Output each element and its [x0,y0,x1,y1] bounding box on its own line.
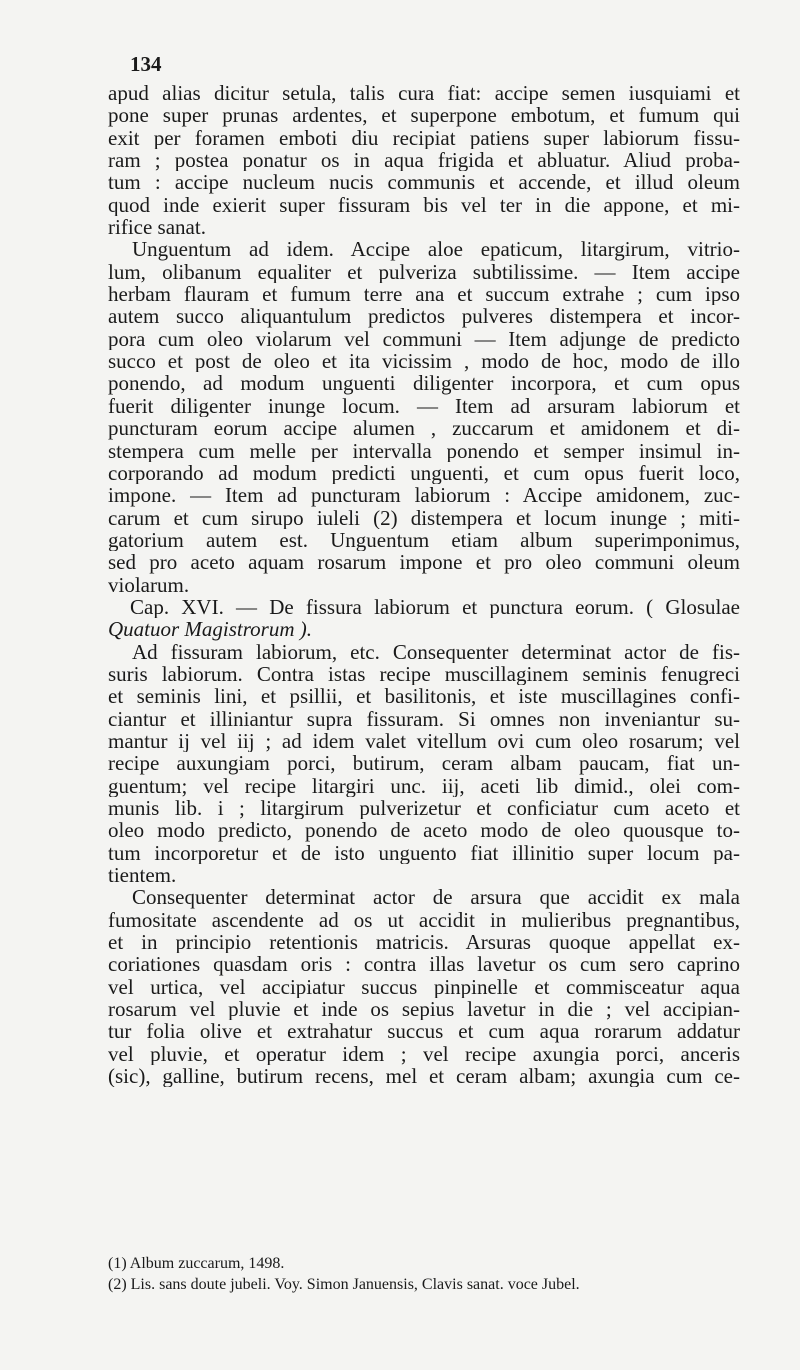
footnote: (2) Lis. sans doute jubeli. Voy. Simon Januensis, Clavis sanat. voce Jubel. [108,1276,580,1293]
text-line: munis lib. i ; litargirum pulverizetur et conficiatur cum aceto et [108,797,740,820]
text-line: et in principio retentionis matricis. Arsuras quoque appellat ex- [108,931,740,954]
text-line: autem succo aliquantulum predictos pulveres distempera et incor- [108,305,740,328]
text-line: (sic), galline, butirum recens, mel et ceram albam; axungia cum ce- [108,1065,740,1088]
text-line: tur folia olive et extrahatur succus et cum aqua rorarum addatur [108,1020,740,1043]
text-line: tum : accipe nucleum nucis communis et accende, et illud oleum [108,171,740,194]
text-line: carum et cum sirupo iuleli (2) distempera et locum inunge ; miti- [108,506,740,529]
page-number: 134 [130,52,162,76]
text-line: pora cum oleo violarum vel communi — Item adjunge de predicto [108,327,740,351]
text-line: recipe auxungiam porci, butirum, ceram albam paucam, fiat un- [108,752,740,775]
text-line: stempera cum melle per intervalla ponendo et semper insimul in- [108,439,740,462]
text-line: herbam flauram et fumum terre ana et succum extrahe ; cum ipso [108,283,740,306]
footnote: (1) Album zuccarum, 1498. [108,1255,285,1272]
page-body [108,52,740,1087]
text-line: mantur ij vel iij ; ad idem valet vitellum ovi cum oleo rosarum; vel [108,729,740,753]
text-line: oleo modo predicto, ponendo de aceto modo de oleo quousque to- [108,819,740,842]
text-line: Ad fissuram labiorum, etc. Consequenter determinat actor de fis- [132,640,740,663]
text-line: pone super prunas ardentes, et superpone embotum, et fumum qui [108,104,740,127]
text-line: ram ; postea ponatur os in aqua frigida et abluatur. Aliud proba- [108,149,740,172]
text-line: apud alias dicitur setula, talis cura fiat: accipe semen iusquiami et [108,82,740,105]
text-line: vel urtica, vel accipiatur succus pinpinelle et commisceatur aqua [108,975,740,999]
text-line: tum incorporetur et de isto unguento fiat illinitio super locum pa- [108,841,740,865]
text-line: puncturam eorum accipe alumen , zuccarum et amidonem et di- [108,417,740,440]
text-line: sed pro aceto aquam rosarum impone et pro oleo communi oleum [108,551,740,574]
text-line: lum, olibanum equaliter et pulveriza subtilissime. — Item accipe [108,260,740,284]
text-line: et seminis lini, et psillii, et basilitonis, et iste muscillagines confi- [108,685,740,708]
body-text [108,82,740,1087]
footnotes [108,1253,740,1295]
text-line: quod inde exierit super fissuram bis vel ter in die appone, et mi- [108,193,740,217]
text-line: suris labiorum. Contra istas recipe muscillaginem seminis fenugreci [108,662,740,686]
text-line: fumositate ascendente ad os ut accidit in mulieribus pregnantibus, [108,908,740,932]
text-line: exit per foramen emboti diu recipiat patiens super labiorum fissu- [108,126,740,150]
text-line: tientem. [108,864,177,887]
text-line: guentum; vel recipe litargiri unc. iij, aceti lib dimid., olei com- [108,774,740,797]
text-line: rosarum vel pluvie et inde os sepius lavetur in die ; vel accipian- [108,998,740,1021]
text-line: succo et post de oleo et ita vicissim , modo de hoc, modo de illo [108,350,740,373]
text-line: Cap. XVI. — De fissura labiorum et punctura eorum. ( Glosulae [130,595,740,619]
text-line: ciantur et illiniantur supra fissuram. Si omnes non inveniantur su- [108,707,740,730]
text-line: Quatuor Magistrorum ). [108,618,312,641]
text-line: rifice sanat. [108,216,206,239]
text-line: corporando ad modum predicti unguenti, et cum opus fuerit loco, [108,461,740,485]
text-line: Unguentum ad idem. Accipe aloe epaticum, litargirum, vitrio- [132,238,740,261]
text-line: gatorium autem est. Unguentum etiam album superimponimus, [108,528,740,552]
text-line: fuerit diligenter inunge locum. — Item ad arsuram labiorum et [108,394,740,418]
text-line: Consequenter determinat actor de arsura que accidit ex mala [132,886,740,909]
text-line: vel pluvie, et operatur idem ; vel recipe axungia porci, anceris [108,1042,740,1066]
text-line: impone. — Item ad puncturam labiorum : Accipe amidonem, zuc- [108,484,740,507]
text-line: coriationes quasdam oris : contra illas lavetur os cum sero caprino [108,953,740,976]
text-line: ponendo, ad modum unguenti diligenter incorpora, et cum opus [108,372,740,395]
text-line: violarum. [108,573,190,596]
